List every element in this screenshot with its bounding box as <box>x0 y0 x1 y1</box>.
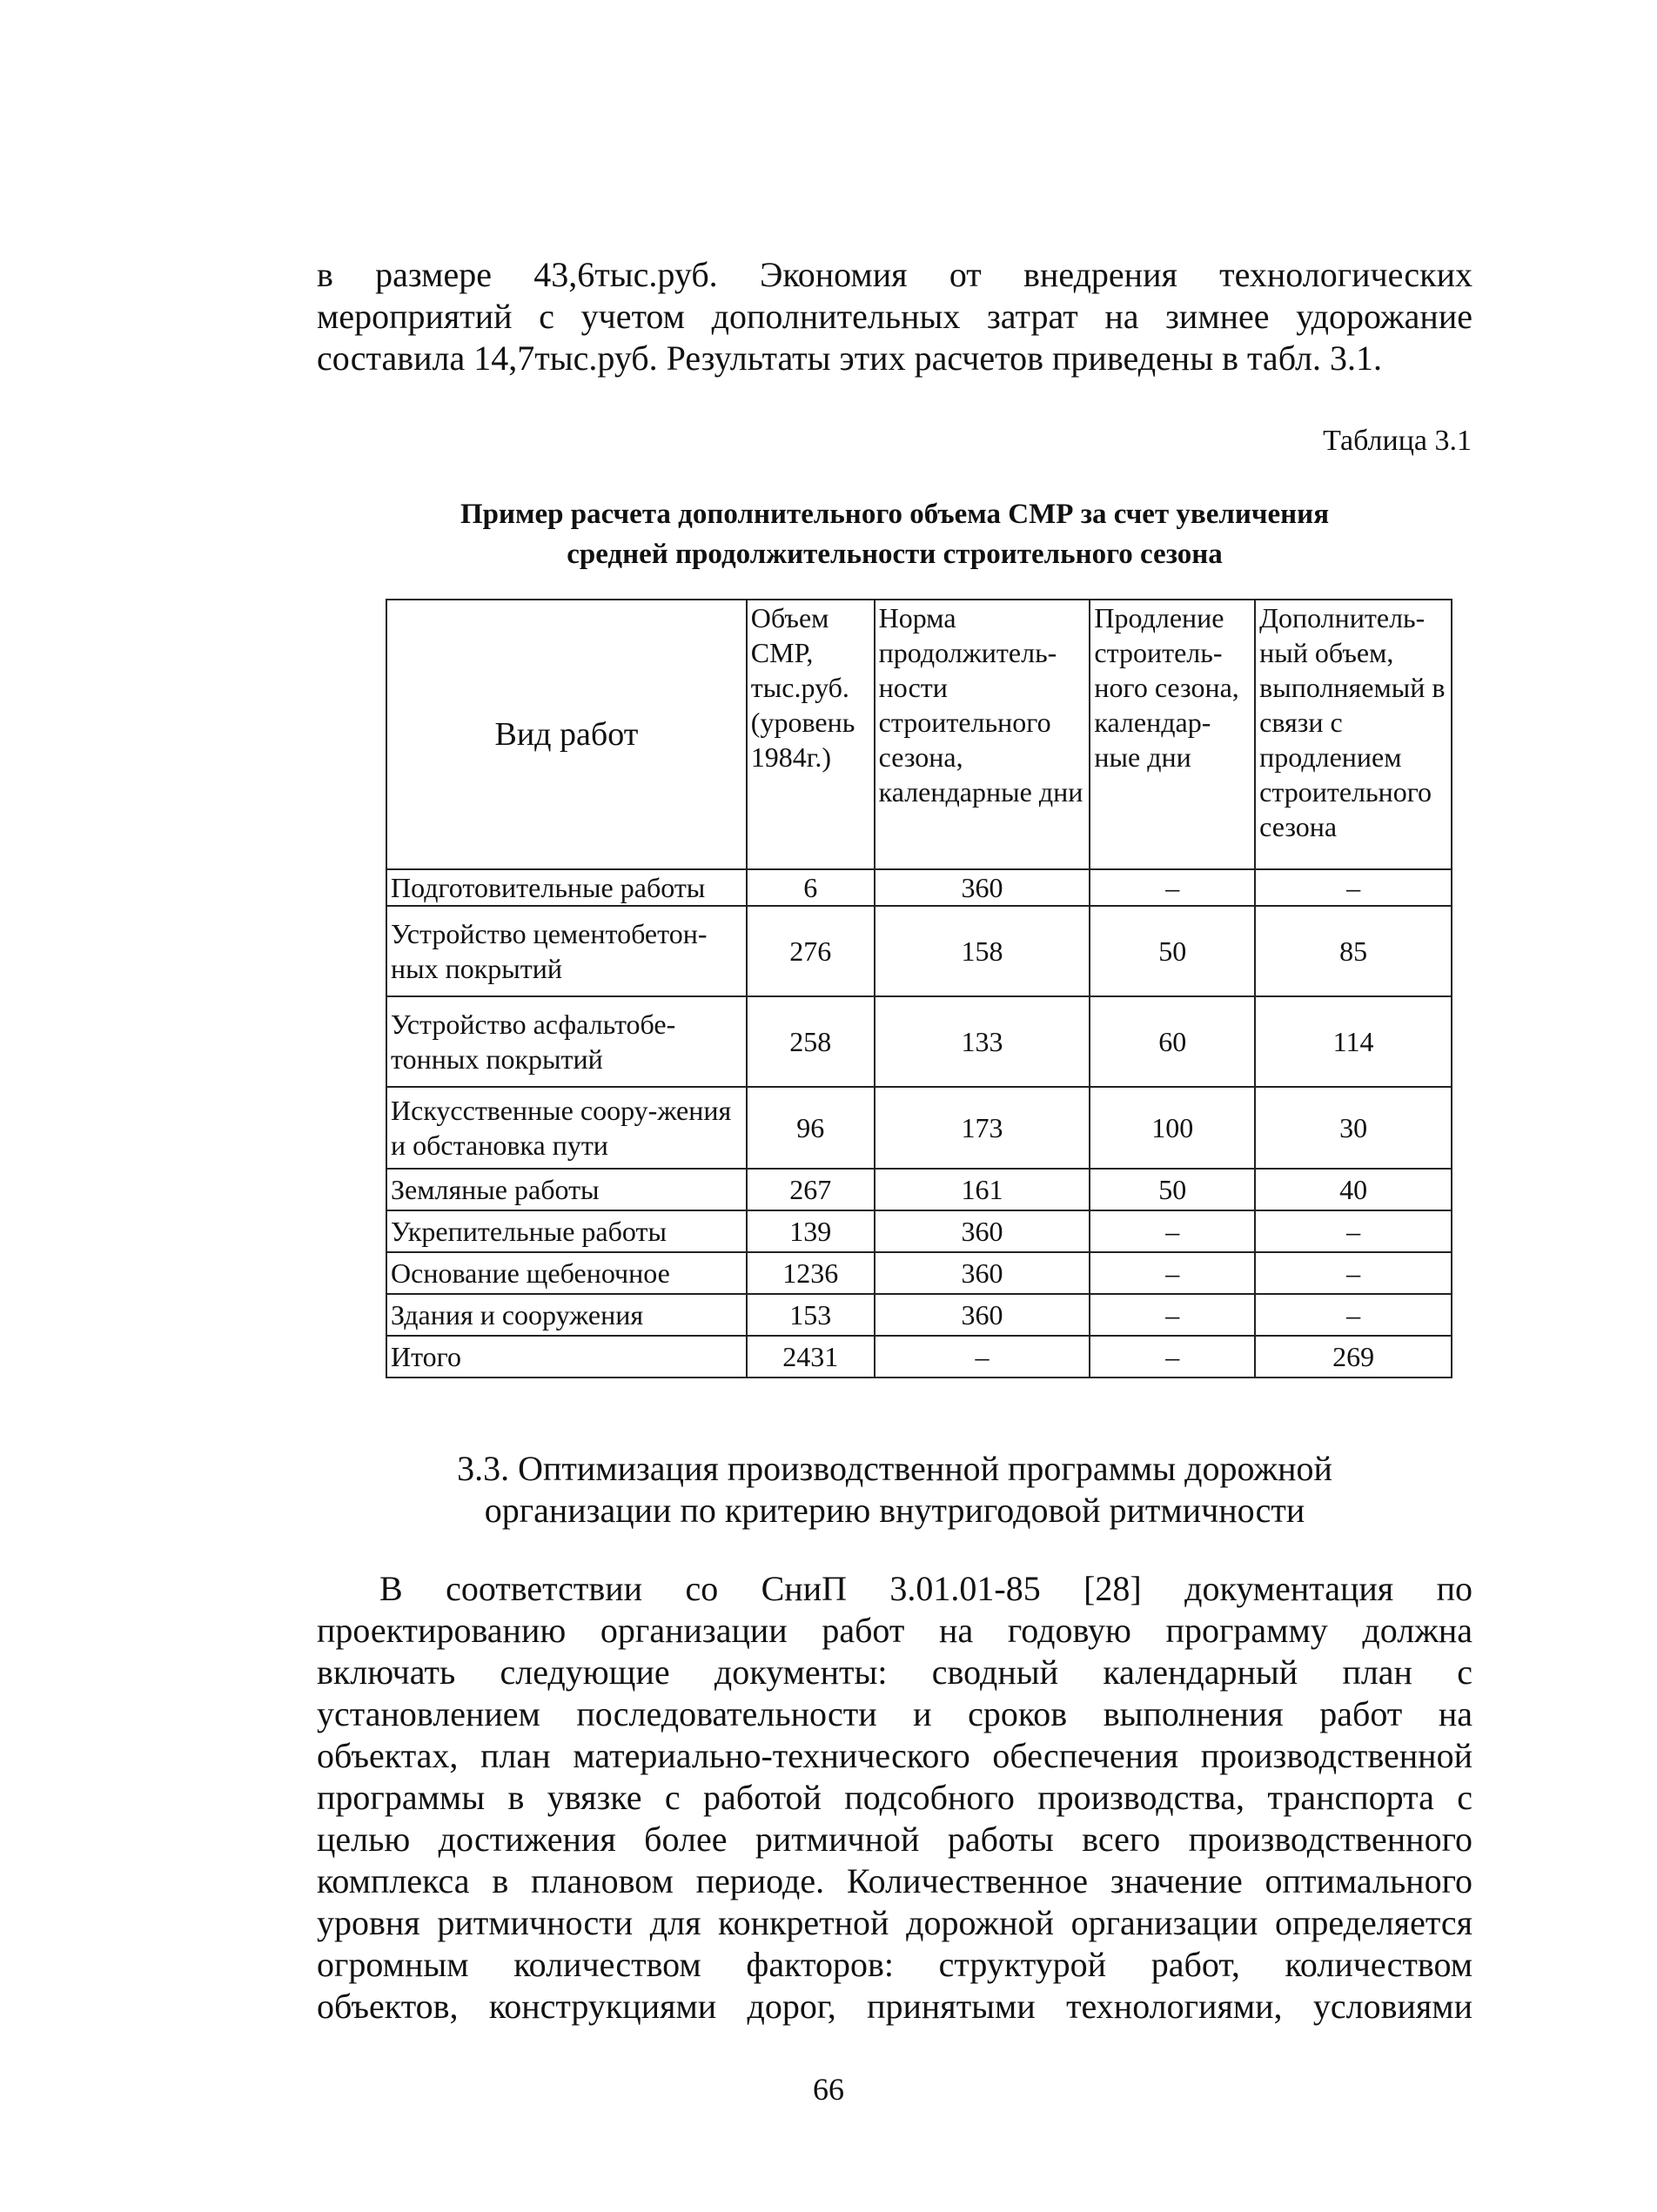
page-number: 66 <box>813 2072 844 2107</box>
cell-value: – <box>1090 1294 1255 1336</box>
text-line: объектов, конструкциями дорог, принятыми технологиями, условиями <box>317 1987 1473 2026</box>
table-header-row <box>386 600 1452 869</box>
body-paragraph <box>317 1568 1473 2028</box>
cell-value: 85 <box>1255 906 1452 996</box>
header-cell: Продление строитель-ного сезона, календар-ные дни <box>1090 600 1255 869</box>
cell-value: – <box>1255 1294 1452 1336</box>
cell-value: 360 <box>875 1252 1090 1294</box>
cell-value: 6 <box>747 869 875 906</box>
text-line: В соответствии со СниП 3.01.01-85 [28] документация по <box>379 1569 1473 1608</box>
table-label: Таблица 3.1 <box>1323 425 1472 457</box>
table-row <box>386 1252 1452 1294</box>
text-line: огромным количеством факторов: структурой работ, количеством <box>317 1945 1473 1984</box>
table-row <box>386 906 1452 996</box>
data-table <box>386 599 1452 1378</box>
cell-value: – <box>1090 1210 1255 1252</box>
text-line: комплекса в плановом периоде. Количественное значение оптимального <box>317 1861 1473 1900</box>
cell-value: 2431 <box>747 1336 875 1377</box>
table-row <box>386 1294 1452 1336</box>
cell-work-type: Укрепительные работы <box>386 1210 747 1252</box>
header-cell: Объем СМР, тыс.руб. (уровень 1984г.) <box>747 600 875 869</box>
header-cell: Вид работ <box>386 600 747 869</box>
section-heading-line: 3.3. Оптимизация производственной программы дорожной <box>457 1449 1332 1488</box>
cell-work-type: Основание щебеночное <box>386 1252 747 1294</box>
section-heading <box>317 1448 1473 1532</box>
cell-value: 269 <box>1255 1336 1452 1377</box>
cell-value: 153 <box>747 1294 875 1336</box>
cell-value: 100 <box>1090 1087 1255 1169</box>
cell-work-type: Устройство цементобетон-ных покрытий <box>386 906 747 996</box>
table-row <box>386 996 1452 1087</box>
cell-work-type: Искусственные соору-жения и обстановка пути <box>386 1087 747 1169</box>
table-row <box>386 1087 1452 1169</box>
cell-value: 40 <box>1255 1169 1452 1210</box>
cell-value: 1236 <box>747 1252 875 1294</box>
text-line: уровня ритмичности для конкретной дорожной организации определяется <box>317 1903 1473 1942</box>
text-line: целью достижения более ритмичной работы всего производственного <box>317 1820 1473 1859</box>
cell-value: – <box>1255 1252 1452 1294</box>
cell-value: – <box>1090 1336 1255 1377</box>
table-row <box>386 1210 1452 1252</box>
text-line: установлением последовательности и сроков выполнения работ на <box>317 1694 1473 1733</box>
text-line: мероприятий с учетом дополнительных затрат на зимнее удорожание <box>317 297 1473 336</box>
cell-work-type: Устройство асфальтобе-тонных покрытий <box>386 996 747 1087</box>
cell-value: 173 <box>875 1087 1090 1169</box>
cell-value: – <box>1090 869 1255 906</box>
header-cell: Норма продолжитель-ности строительного сезона, календарные дни <box>875 600 1090 869</box>
cell-value: 60 <box>1090 996 1255 1087</box>
text-line: проектированию организации работ на годовую программу должна <box>317 1611 1473 1650</box>
cell-value: – <box>1255 1210 1452 1252</box>
cell-value: 50 <box>1090 906 1255 996</box>
text-line: объектах, план материально-технического обеспечения производственной <box>317 1736 1473 1775</box>
table-title-line: Пример расчета дополнительного объема СМР за счет увеличения <box>460 499 1330 530</box>
cell-value: 161 <box>875 1169 1090 1210</box>
header-cell: Дополнитель-ный объем, выполняемый в связи с продлением строительного сезона <box>1255 600 1452 869</box>
cell-value: 258 <box>747 996 875 1087</box>
text-line: в размере 43,6тыс.руб. Экономия от внедрения технологических <box>317 255 1473 294</box>
cell-value: 133 <box>875 996 1090 1087</box>
section-heading-line: организации по критерию внутригодовой ритмичности <box>484 1491 1305 1530</box>
text-line: составила 14,7тыс.руб. Результаты этих расчетов приведены в табл. 3.1. <box>317 339 1383 378</box>
cell-value: 360 <box>875 1294 1090 1336</box>
cell-value: 96 <box>747 1087 875 1169</box>
table-title-line: средней продолжительности строительного сезона <box>567 539 1223 570</box>
cell-work-type: Земляные работы <box>386 1169 747 1210</box>
table-row <box>386 869 1452 906</box>
cell-value: 30 <box>1255 1087 1452 1169</box>
cell-value: 360 <box>875 1210 1090 1252</box>
cell-value: 50 <box>1090 1169 1255 1210</box>
cell-value: 276 <box>747 906 875 996</box>
text-line: включать следующие документы: сводный календарный план с <box>317 1652 1473 1692</box>
cell-value: 360 <box>875 869 1090 906</box>
cell-work-type: Здания и сооружения <box>386 1294 747 1336</box>
cell-value: 114 <box>1255 996 1452 1087</box>
cell-value: 158 <box>875 906 1090 996</box>
cell-value: – <box>1090 1252 1255 1294</box>
text-line: программы в увязке с работой подсобного производства, транспорта с <box>317 1778 1473 1817</box>
cell-work-type: Подготовительные работы <box>386 869 747 906</box>
cell-value: 267 <box>747 1169 875 1210</box>
intro-paragraph <box>317 254 1473 379</box>
cell-work-type: Итого <box>386 1336 747 1377</box>
cell-value: 139 <box>747 1210 875 1252</box>
table-row <box>386 1169 1452 1210</box>
table-row-total <box>386 1336 1452 1377</box>
table-title <box>317 494 1473 574</box>
cell-value: – <box>1255 869 1452 906</box>
cell-value: – <box>875 1336 1090 1377</box>
